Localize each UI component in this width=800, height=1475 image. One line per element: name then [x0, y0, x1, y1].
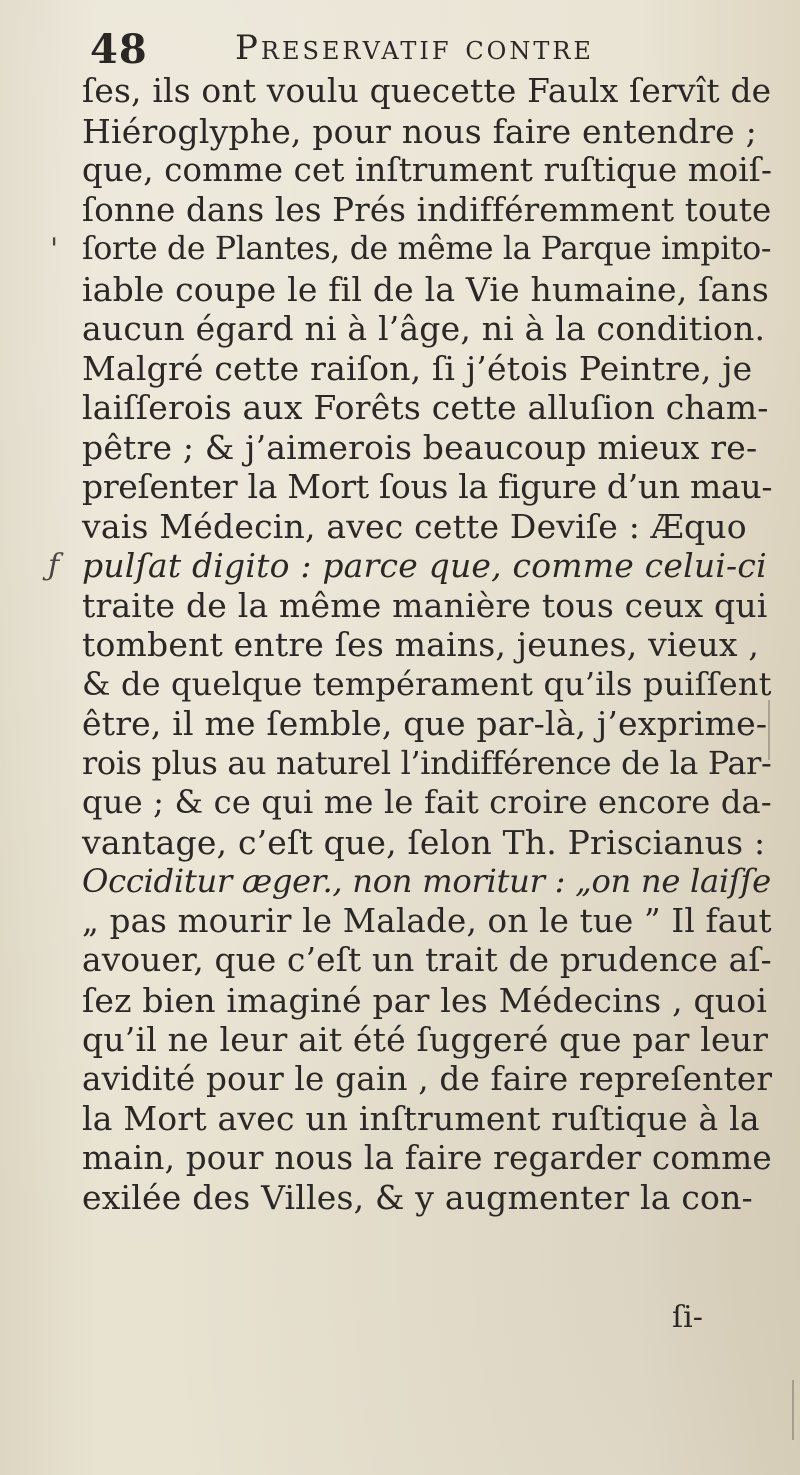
text-line: iable coupe le fil de la Vie humaine, ſans [82, 269, 770, 309]
text-line: main, pour nous la faire regarder comme [82, 1138, 772, 1177]
text-line: laiſſerois aux Forêts cette alluſion cham- [82, 388, 769, 427]
text-line: exilée des Villes, & y augmenter la con- [82, 1178, 753, 1217]
text-line: pêtre ; & j’aimerois beaucoup mieux re- [82, 427, 758, 467]
page-edge-mark [768, 700, 770, 760]
text-line: ſes, ils ont voulu quecette Faulx ſervît de [82, 72, 772, 110]
text-line: Hiéroglyphe, pour nous faire entendre ; [82, 111, 757, 151]
page-number: 48 [90, 26, 148, 73]
margin-mark: ' [50, 232, 59, 267]
text-line: que, comme cet inſtrument ruſtique moiſ- [82, 151, 773, 189]
body-text [82, 72, 772, 1218]
page-edge-mark [792, 1380, 794, 1440]
text-line: Occiditur æger., non moritur : „on ne laiſſe [82, 862, 771, 900]
text-line: preſenter la Mort ſous la figure d’un mau- [82, 467, 773, 506]
text-line: vais Médecin, avec cette Deviſe : Æquo [82, 506, 747, 546]
text-line: la Mort avec un inſtrument ruſtique à la [82, 1099, 760, 1138]
text-line: vantage, c’eſt que, ſelon Th. Priscianus : [82, 822, 766, 862]
text-line: Malgré cette raiſon, ſi j’étois Peintre, je [82, 348, 753, 388]
text-line: avidité pour le gain , de faire repreſenter [82, 1059, 773, 1098]
text-line: ſez bien imaginé par les Médecins , quoi [82, 980, 768, 1020]
text-line: tombent entre ſes mains, jeunes, vieux , [82, 625, 760, 664]
text-line: rois plus au naturel l’indifférence de la Par- [82, 744, 772, 782]
text-line: que ; & ce qui me le fait croire encore da- [82, 783, 772, 821]
text-line: aucun égard ni à l’âge, ni à la condition. [82, 309, 766, 348]
text-line: pulſat digito : parce que, comme celui-ci [82, 546, 767, 585]
text-line: qu’il ne leur ait été ſuggeré que par leur [82, 1020, 769, 1059]
text-line: être, il me ſemble, que par-là, j’exprime- [82, 704, 768, 743]
text-line: „ pas mourir le Malade, on le tue ” Il faut [82, 901, 772, 940]
catchword: ſi- [672, 1300, 703, 1335]
text-line: & de quelque tempérament qu’ils puiſſent [82, 664, 772, 703]
page-header [90, 26, 740, 76]
margin-mark: ƒ [48, 548, 60, 583]
text-line: traite de la même manière tous ceux qui [82, 585, 768, 625]
running-head: Preservatif contre [235, 28, 594, 68]
text-line: ſonne dans les Prés indifféremment toute [82, 190, 772, 229]
text-line: ſorte de Plantes, de même la Parque impito- [82, 231, 772, 267]
text-line: avouer, que c’eſt un trait de prudence aſ- [82, 941, 772, 979]
